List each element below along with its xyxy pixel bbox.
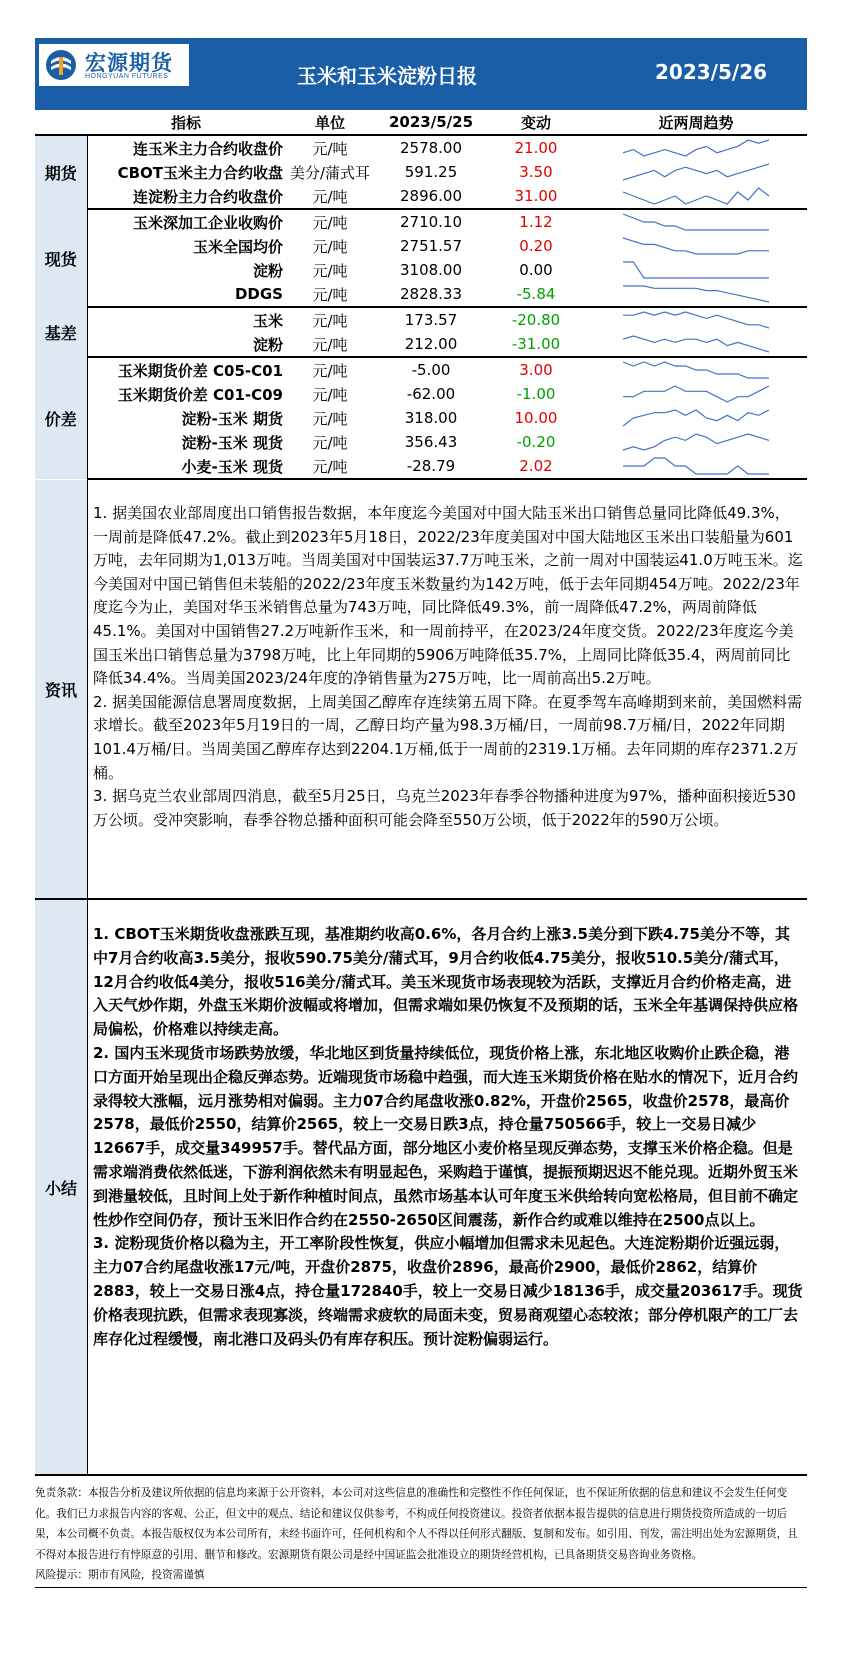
report-header [35, 38, 807, 110]
summary-paragraph: 2. 国内玉米现货市场跌势放缓，华北地区到货量持续低位，现货价格上涨，东北地区收购价止跌企稳，港口方面开始呈现出企稳反弹态势。近端现货市场稳中趋强，而大连玉米期货价格在贴水的情况下，近月合约录得较大涨幅，远月涨势相对偏弱。主力07合约尾盘收涨0.82%，开盘价2565，收盘价2578，最高价2578，最低价2550，结算价2565，较上一交易日跌3点，持仓量750566手，较上一交易日减少12667手，成交量349957手。替代品方面，部分地区小麦价格呈现反弹态势，支撑玉米价格企稳。但是需求端消费依然低迷，下游利润依然未有明显起色，采购趋于谨慎，提振预期迟迟不能兑现。近期外贸玉米到港量较低，且时间上处于新作种植时间点，虽然市场基本认可年度玉米供给转向宽松格局，但目前不确定性炒作空间仍存，预计玉米旧作合约在2550-2650区间震荡，新作合约或难以维持在2500点以上。 [93, 1043, 799, 1229]
value-cell: -28.79 [375, 454, 487, 479]
indicator-cell: 淀粉-玉米 现货 [181, 433, 283, 452]
indicator-cell: 淀粉 [252, 261, 283, 280]
disclaimer-text: 免责条款：本报告分析及建议所依据的信息均来源于公开资料，本公司对这些信息的准确性和完整性不作任何保证，也不保证所依据的信息和建议不会发生任何变化。我们已力求报告内容的客观、公正，但文中的观点、结论和建议仅供参考，不构成任何投资建议。投资者依据本报告提供的信息进行期货投资所造成的一切后果，本公司概不负责。本报告版权仅为本公司所有，未经书面许可，任何机构和个人不得以任何形式翻版、复制和发布。如引用、刊发，需注明出处为宏源期货，且不得对本报告进行有悖原意的引用、删节和修改。宏源期货有限公司是经中国证监会批准设立的期货经营机构，已具备期货交易咨询业务资格。 [35, 1487, 798, 1561]
hongyuan-logo-icon [45, 49, 77, 81]
value-cell: -5.00 [411, 361, 451, 379]
trend-line [623, 188, 769, 204]
trend-sparkline [621, 310, 771, 330]
table-row [35, 209, 807, 234]
trend-line [623, 336, 769, 352]
logo-text-en: HONGYUAN FUTURES [85, 73, 169, 80]
news-text [93, 480, 807, 832]
indicator-cell: 玉米全国均价 [192, 237, 283, 256]
logo-text-cn: 宏源期货 [85, 51, 173, 75]
trend-line [623, 458, 769, 474]
trend-sparkline [621, 456, 771, 476]
table-row [35, 184, 807, 209]
trend-cell [585, 258, 807, 282]
summary-section [35, 900, 807, 1476]
value-cell: 2578.00 [399, 139, 463, 157]
trend-sparkline [621, 334, 771, 354]
report-date: 2023/5/26 [655, 60, 768, 84]
unit-cell: 元/吨 [312, 213, 348, 232]
indicator-cell: 玉米期货价差 C01-C09 [117, 385, 283, 404]
trend-cell [585, 282, 807, 307]
trend-line [623, 262, 769, 278]
change-cell: 31.00 [487, 184, 585, 209]
column-header-unit: 单位 [285, 110, 375, 135]
trend-sparkline [621, 384, 771, 404]
category-cell: 价差 [35, 357, 87, 479]
category-cell: 期货 [35, 135, 87, 209]
unit-cell: 美分/蒲式耳 [289, 163, 371, 182]
unit-cell: 元/吨 [312, 433, 348, 452]
indicator-cell: DDGS [87, 282, 285, 307]
table-row [35, 382, 807, 406]
value-cell: 591.25 [404, 163, 458, 181]
trend-sparkline [621, 138, 771, 158]
trend-cell [585, 234, 807, 258]
trend-cell [585, 307, 807, 332]
change-cell: 0.20 [519, 237, 553, 255]
trend-line [623, 312, 769, 328]
table-row [35, 234, 807, 258]
header-blank [35, 110, 87, 135]
logo [39, 44, 189, 86]
unit-cell: 元/吨 [312, 311, 348, 330]
unit-cell: 元/吨 [285, 184, 375, 209]
change-cell: -31.00 [487, 332, 585, 357]
category-cell: 基差 [35, 307, 87, 357]
trend-cell [585, 357, 807, 382]
change-cell: 0.00 [519, 261, 553, 279]
column-header-change: 变动 [487, 110, 585, 135]
trend-cell [585, 160, 807, 184]
trend-cell [585, 382, 807, 406]
indicator-cell: 玉米深加工企业收购价 [132, 213, 283, 232]
summary-text [93, 900, 807, 1351]
trend-cell [585, 135, 807, 160]
table-row [35, 160, 807, 184]
unit-cell: 元/吨 [285, 282, 375, 307]
value-cell: 318.00 [404, 409, 458, 427]
change-cell: -1.00 [516, 385, 556, 403]
trend-sparkline [621, 260, 771, 280]
table-row [35, 406, 807, 430]
table-row [35, 258, 807, 282]
news-label: 资讯 [35, 480, 88, 898]
unit-cell: 元/吨 [312, 385, 348, 404]
indicator-cell: 连玉米主力合约收盘价 [132, 139, 283, 158]
trend-cell [585, 184, 807, 209]
summary-paragraph: 3. 淀粉现货价格以稳为主，开工率阶段性恢复，供应小幅增加但需求未见起色。大连淀粉期价近强远弱，主力07合约尾盘收涨17元/吨，开盘价2875，收盘价2896，最高价2900，最低价2862，结算价2883，较上一交易日涨4点，持仓量172840手，较上一交易日减少18136手，成交量203617手。现货价格表现抗跌，但需求表现寡淡，终端需求疲软的局面未变，贸易商观望心态较浓；部分停机限产的工厂去库存化过程缓慢，南北港口及码头仍有库存积压。预计淀粉偏弱运行。 [93, 1234, 803, 1348]
change-cell: -5.84 [487, 282, 585, 307]
trend-sparkline [621, 284, 771, 304]
risk-warning: 风险提示：期市有风险，投资需谨慎 [35, 1569, 205, 1581]
trend-line [623, 434, 769, 450]
change-cell: 21.00 [514, 139, 558, 157]
value-cell: 2751.57 [399, 237, 463, 255]
trend-sparkline [621, 408, 771, 428]
trend-sparkline [621, 432, 771, 452]
news-section [35, 480, 807, 900]
trend-cell [585, 332, 807, 357]
unit-cell: 元/吨 [312, 261, 348, 280]
trend-sparkline [621, 236, 771, 256]
column-header-indicator: 指标 [87, 110, 285, 135]
table-row [35, 454, 807, 479]
news-paragraph: 1. 据美国农业部周度出口销售报告数据，本年度迄今美国对中国大陆玉米出口销售总量同比降低49.3%，一周前是降低47.2%。截止到2023年5月18日，2022/23年度美国对中国大陆地区玉米出口装船量为601万吨，去年同期为1,013万吨。当周美国对中国装运37.7万吨玉米，之前一周对中国装运41.0万吨玉米。迄今美国对中国已销售但未装船的2022/23年度玉米数量约为142万吨，低于去年同期454万吨。2022/23年度迄今为止，美国对华玉米销售总量为743万吨，同比降低49.3%，前一周降低47.2%，两周前降低45.1%。美国对中国销售27.2万吨新作玉米，和一周前持平，在2023/24年度交货。2022/23年度迄今美国玉米出口销售总量为3798万吨，比上年同期的5906万吨降低35.7%，上周同比降低35.4，两周前同比降低34.4%。当周美国2023/24年度的净销售量为275万吨，比一周前高出5.2万吨。 [93, 504, 803, 688]
indicator-cell: 连淀粉主力合约收盘价 [87, 184, 285, 209]
trend-line [623, 140, 769, 156]
disclaimer [35, 1476, 807, 1588]
value-cell: 2896.00 [375, 184, 487, 209]
trend-sparkline [621, 212, 771, 232]
table-row [35, 332, 807, 357]
trend-sparkline [621, 162, 771, 182]
table-row [35, 135, 807, 160]
summary-paragraph: 1. CBOT玉米期货收盘涨跌互现，基准期约收高0.6%，各月合约上涨3.5美分到下跌4.75美分不等，其中7月合约收高3.5美分，报收590.75美分/蒲式耳，9月合约收低4.75美分，报收510.5美分/蒲式耳，12月合约收低4美分，报收516美分/蒲式耳。美玉米现货市场表现较为活跃，支撑近月合约价格走高，进入天气炒作期，外盘玉米期价波幅或将增加，但需求端如果仍恢复不及预期的话，玉米全年基调保持供应格局偏松，价格难以持续走高。 [93, 925, 799, 1039]
change-cell: 2.02 [487, 454, 585, 479]
summary-label: 小结 [35, 900, 88, 1474]
value-cell: 2828.33 [375, 282, 487, 307]
table-row [35, 357, 807, 382]
news-paragraph: 2. 据美国能源信息署周度数据，上周美国乙醇库存连续第五周下降。在夏季驾车高峰期到来前，美国燃料需求增长。截至2023年5月19日的一周，乙醇日均产量为98.3万桶/日，一周前98.7万桶/日，2022年同期101.4万桶/日。当周美国乙醇库存达到2204.1万桶,低于一周前的2319.1万桶。去年同期的库存2371.2万桶。 [93, 692, 803, 782]
indicator-table [35, 110, 807, 480]
value-cell: 173.57 [404, 311, 458, 329]
indicator-cell: 淀粉-玉米 期货 [181, 409, 283, 428]
unit-cell: 元/吨 [312, 409, 348, 428]
indicator-cell: 小麦-玉米 现货 [87, 454, 285, 479]
trend-line [623, 214, 769, 230]
unit-cell: 元/吨 [312, 139, 348, 158]
indicator-cell: CBOT玉米主力合约收盘 [117, 163, 283, 182]
value-cell: 356.43 [404, 433, 458, 451]
trend-line [623, 362, 769, 378]
indicator-cell: 淀粉 [87, 332, 285, 357]
change-cell: 3.00 [519, 361, 553, 379]
table-row [35, 282, 807, 307]
trend-cell [585, 406, 807, 430]
report-title: 玉米和玉米淀粉日报 [297, 64, 477, 88]
unit-cell: 元/吨 [285, 454, 375, 479]
trend-line [623, 238, 769, 254]
unit-cell: 元/吨 [312, 237, 348, 256]
value-cell: -62.00 [406, 385, 456, 403]
indicator-cell: 玉米期货价差 C05-C01 [117, 361, 283, 380]
change-cell: -20.80 [511, 311, 561, 329]
trend-cell [585, 454, 807, 479]
news-paragraph: 3. 据乌克兰农业部周四消息，截至5月25日，乌克兰2023年春季谷物播种进度为97%，播种面积接近530万公顷。受冲突影响，春季谷物总播种面积可能会降至550万公顷，低于2022年的590万公顷。 [93, 787, 796, 829]
change-cell: 3.50 [519, 163, 553, 181]
change-cell: 10.00 [514, 409, 558, 427]
unit-cell: 元/吨 [312, 361, 348, 380]
table-header [35, 110, 807, 135]
value-cell: 212.00 [375, 332, 487, 357]
category-cell: 现货 [35, 209, 87, 307]
value-cell: 2710.10 [399, 213, 463, 231]
table-row [35, 307, 807, 332]
trend-line [623, 410, 769, 426]
column-header-date: 2023/5/25 [375, 110, 487, 135]
trend-line [623, 386, 769, 402]
trend-cell [585, 430, 807, 454]
trend-sparkline [621, 186, 771, 206]
trend-cell [585, 209, 807, 234]
change-cell: -0.20 [516, 433, 556, 451]
value-cell: 3108.00 [399, 261, 463, 279]
indicator-cell: 玉米 [252, 311, 283, 330]
trend-line [623, 164, 769, 180]
unit-cell: 元/吨 [285, 332, 375, 357]
trend-line [623, 286, 769, 302]
change-cell: 1.12 [519, 213, 553, 231]
table-row [35, 430, 807, 454]
trend-sparkline [621, 360, 771, 380]
report-page [35, 38, 807, 1588]
column-header-trend: 近两周趋势 [585, 110, 807, 135]
